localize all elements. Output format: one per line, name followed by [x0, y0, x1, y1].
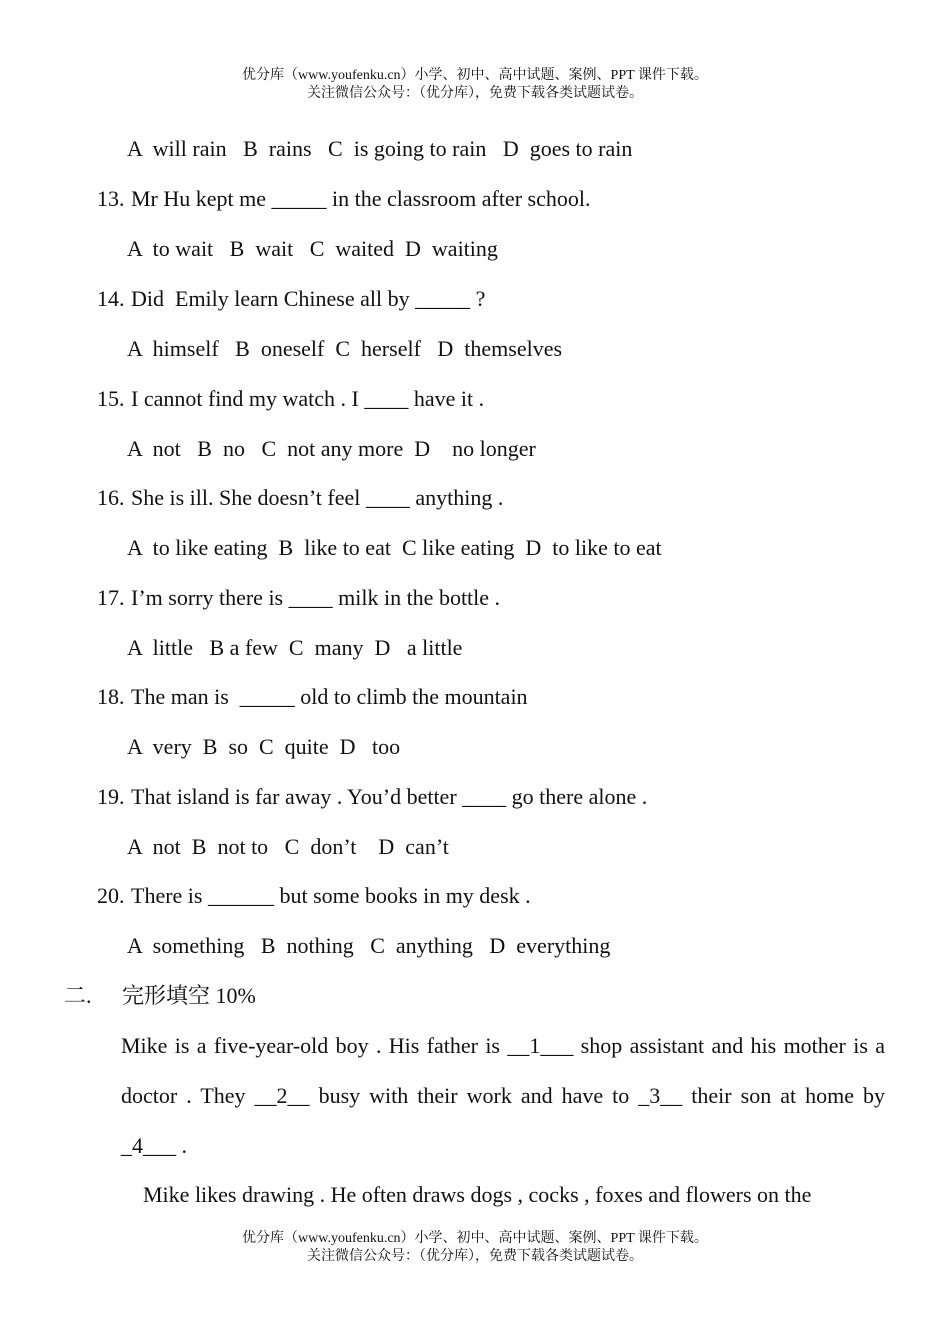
header-line-2: 关注微信公众号：（优分库），免费下载各类试题试卷。 — [307, 86, 643, 101]
question-text: That island is far away . You’d better ____ go there alone . — [131, 784, 648, 809]
question-17-options: A little B a few C many D a little — [127, 635, 463, 660]
question-text: I’m sorry there is ____ milk in the bottle . — [131, 585, 501, 610]
section-title: 完形填空 10% — [122, 983, 256, 1008]
section-number: 二. — [64, 983, 92, 1008]
question-17 — [97, 585, 500, 611]
question-number: 16. — [97, 485, 125, 510]
question-number: 20. — [97, 883, 125, 908]
question-number: 19. — [97, 784, 125, 809]
question-13-options: A to wait B wait C waited D waiting — [127, 236, 498, 261]
question-text: Did Emily learn Chinese all by _____ ? — [131, 286, 486, 311]
question-14 — [97, 286, 485, 312]
footer-line-2: 关注微信公众号：（优分库），免费下载各类试题试卷。 — [307, 1249, 643, 1264]
question-15 — [97, 386, 484, 412]
question-text: There is ______ but some books in my desk . — [131, 883, 531, 908]
question-20 — [97, 883, 531, 909]
question-text: I cannot find my watch . I ____ have it . — [131, 386, 485, 411]
page-header — [0, 67, 950, 103]
question-15-options: A not B no C not any more D no longer — [127, 436, 536, 461]
cloze-paragraph-2: Mike likes drawing . He often draws dogs , cocks , foxes and flowers on the — [143, 1182, 812, 1207]
question-16-options: A to like eating B like to eat C like eating D to like to eat — [127, 535, 662, 560]
question-18-options: A very B so C quite D too — [127, 734, 401, 759]
section-2-heading — [64, 983, 256, 1009]
question-number: 15. — [97, 386, 125, 411]
question-number: 18. — [97, 684, 125, 709]
question-19-options: A not B not to C don’t D can’t — [127, 834, 449, 859]
cloze-paragraph-1: Mike is a five-year-old boy . His father is __1___ shop assistant and his mother is a doctor . They __2__ busy with their work and have to _3__ their son at home by _4___ . — [121, 1033, 885, 1158]
question-number: 14. — [97, 286, 125, 311]
footer-line-1: 优分库（www.youfenku.cn）小学、初中、高中试题、案例、PPT 课件下载。 — [242, 1231, 708, 1246]
question-20-options: A something B nothing C anything D everything — [127, 933, 611, 958]
question-text: She is ill. She doesn’t feel ____ anything . — [131, 485, 504, 510]
question-text: The man is _____ old to climb the mountain — [131, 684, 528, 709]
question-12-options: A will rain B rains C is going to rain D goes to rain — [127, 136, 633, 161]
header-line-1: 优分库（www.youfenku.cn）小学、初中、高中试题、案例、PPT 课件下载。 — [242, 68, 708, 83]
question-14-options: A himself B oneself C herself D themselves — [127, 336, 563, 361]
question-number: 17. — [97, 585, 125, 610]
question-19 — [97, 784, 647, 810]
page-footer — [0, 1230, 950, 1266]
question-text: Mr Hu kept me _____ in the classroom after school. — [131, 186, 591, 211]
question-number: 13. — [97, 186, 125, 211]
question-18 — [97, 684, 528, 710]
question-13 — [97, 186, 590, 212]
question-16 — [97, 485, 503, 511]
